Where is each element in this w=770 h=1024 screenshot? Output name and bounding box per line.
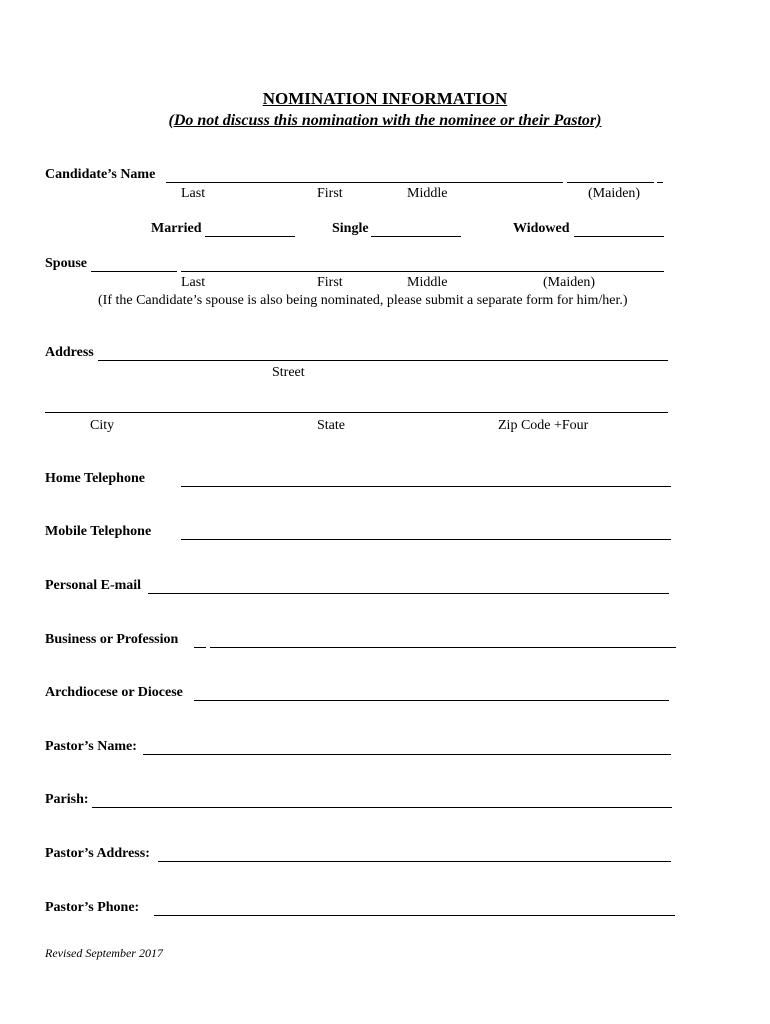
spouse-middle-caption: Middle [407, 275, 448, 290]
revised-note: Revised September 2017 [45, 946, 163, 960]
business-label: Business or Profession [45, 632, 179, 647]
candidate-name-label: Candidate’s Name [45, 167, 156, 182]
spouse-note: (If the Candidate’s spouse is also being nominated, please submit a separate form for him/her.) [98, 293, 628, 308]
candidate-maiden-caption: (Maiden) [588, 186, 641, 201]
spouse-last-caption: Last [181, 275, 206, 290]
home-telephone-area-field[interactable] [181, 486, 263, 487]
pastor-phone-field[interactable] [154, 915, 675, 916]
parish-label: Parish: [45, 792, 89, 807]
pastor-address-field[interactable] [158, 861, 671, 862]
single-field[interactable] [371, 236, 461, 237]
zip-caption: Zip Code +Four [498, 418, 589, 433]
pastor-address-label: Pastor’s Address: [45, 846, 150, 861]
address-label: Address [45, 345, 94, 360]
single-label: Single [332, 221, 369, 236]
spouse-first-caption: First [317, 275, 343, 290]
street-caption: Street [272, 365, 305, 380]
mobile-telephone-area-field[interactable] [181, 539, 263, 540]
home-telephone-field[interactable] [263, 486, 671, 487]
form-subtitle: (Do not discuss this nomination with the nominee or their Pastor) [168, 112, 602, 129]
candidate-first-caption: First [317, 186, 343, 201]
state-caption: State [317, 418, 345, 433]
diocese-field[interactable] [194, 700, 669, 701]
business-field-b[interactable] [210, 647, 676, 648]
widowed-field[interactable] [574, 236, 664, 237]
city-caption: City [90, 418, 115, 433]
street-field[interactable] [98, 360, 668, 361]
personal-email-label: Personal E-mail [45, 578, 142, 593]
candidate-middle-caption: Middle [407, 186, 448, 201]
parish-field[interactable] [92, 807, 672, 808]
spouse-field-a[interactable] [91, 271, 177, 272]
pastor-name-label: Pastor’s Name: [45, 739, 137, 754]
candidate-name-field[interactable] [166, 182, 563, 183]
pastor-phone-label: Pastor’s Phone: [45, 900, 140, 915]
spouse-field-b[interactable] [181, 271, 664, 272]
business-field-a[interactable] [194, 647, 206, 648]
home-telephone-label: Home Telephone [45, 471, 145, 486]
married-label: Married [151, 221, 202, 236]
married-field[interactable] [205, 236, 295, 237]
widowed-label: Widowed [513, 221, 570, 236]
candidate-last-caption: Last [181, 186, 206, 201]
candidate-maiden-field[interactable] [567, 182, 654, 183]
pastor-name-field[interactable] [143, 754, 671, 755]
mobile-telephone-field[interactable] [263, 539, 671, 540]
diocese-label: Archdiocese or Diocese [45, 685, 183, 700]
personal-email-field[interactable] [148, 593, 669, 594]
spouse-maiden-caption: (Maiden) [543, 275, 596, 290]
form-title: NOMINATION INFORMATION [262, 89, 508, 108]
city-state-zip-field[interactable] [45, 412, 668, 413]
mobile-telephone-label: Mobile Telephone [45, 524, 152, 539]
spouse-label: Spouse [45, 256, 88, 271]
candidate-extra-field[interactable] [657, 182, 663, 183]
